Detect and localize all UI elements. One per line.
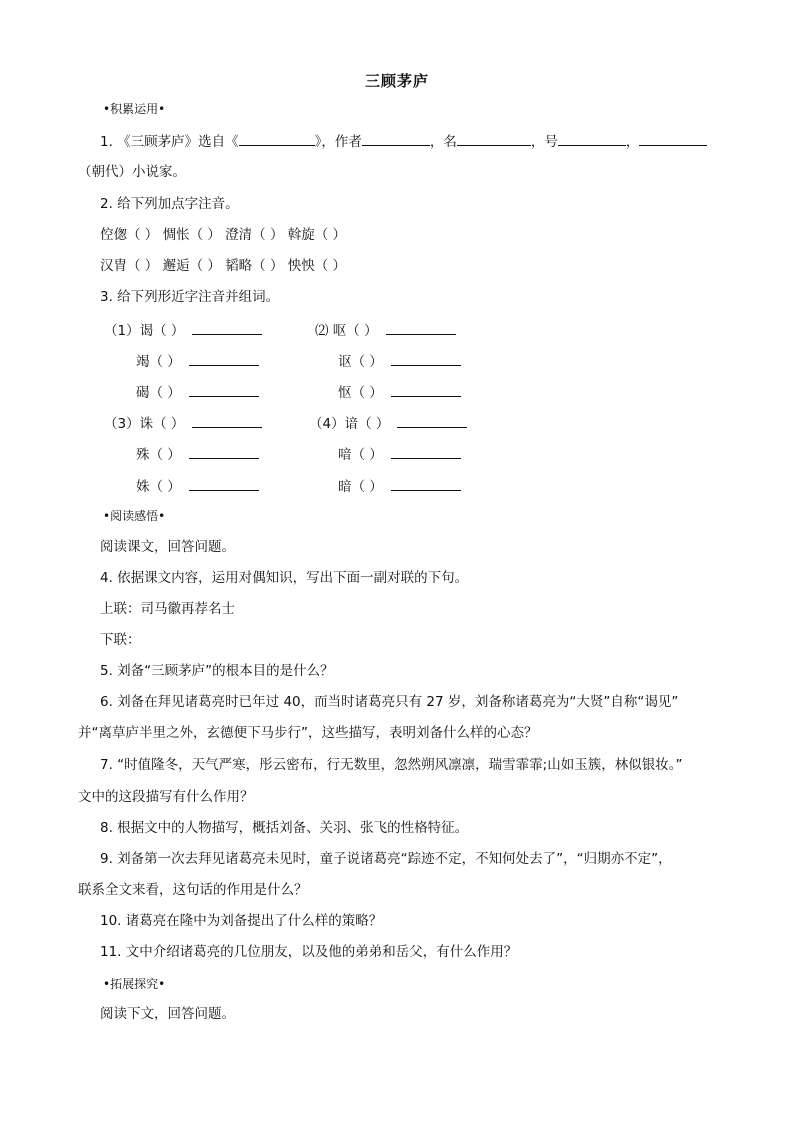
question-4: 4. 依据课文内容，运用对偶知识，写出下面一副对联的下句。 (100, 570, 469, 586)
char-label: （3）诛（ ） (104, 416, 185, 432)
char-label: （4）谙（ ） (309, 416, 390, 432)
couplet-lower: 下联： (100, 632, 141, 648)
answer-blank[interactable] (192, 320, 262, 335)
q3-left-3 (136, 382, 259, 402)
question-7-line-2: 文中的这段描写有什么作用？ (78, 789, 254, 805)
blank-author[interactable] (362, 131, 430, 146)
q3-left-6 (136, 476, 259, 496)
q2-row-1: 倥偬（ ） 惆怅（ ） 澄清（ ） 斡旋（ ） (100, 227, 347, 243)
question-3: 3. 给下列形近字注音并组词。 (100, 289, 280, 305)
blank-dynasty[interactable] (639, 131, 707, 146)
question-1-line-2: （朝代）小说家。 (78, 164, 186, 180)
char-label: 竭（ ） (136, 354, 181, 370)
char-label: 暗（ ） (338, 479, 383, 495)
q3-right-1 (315, 320, 456, 340)
question-11: 11. 文中介绍诸葛亮的几位朋友，以及他的弟弟和岳父，有什么作用？ (100, 944, 518, 960)
question-10: 10. 诸葛亮在隆中为刘备提出了什么样的策略？ (100, 913, 383, 929)
char-label: 殊（ ） (136, 447, 181, 463)
page-title: 三顾茅庐 (364, 72, 429, 90)
char-label: 碣（ ） (136, 385, 181, 401)
answer-blank[interactable] (192, 413, 262, 428)
question-5: 5. 刘备“三顾茅庐”的根本目的是什么？ (100, 663, 334, 679)
q3-right-5 (338, 444, 461, 464)
q3-left-4 (104, 413, 262, 433)
q3-right-3 (338, 382, 461, 402)
answer-blank[interactable] (391, 444, 461, 459)
question-9-line-1: 9. 刘备第一次去拜见诸葛亮未见时，童子说诸葛亮“踪迹不定，不知何处去了”，“归期亦不定”， (100, 851, 672, 867)
char-label: ⑵ 呕（ ） (315, 323, 378, 339)
answer-blank[interactable] (391, 382, 461, 397)
blank-alias[interactable] (558, 131, 626, 146)
char-label: 讴（ ） (338, 354, 383, 370)
q1-part-5: ， (625, 134, 640, 150)
question-7-line-1: 7. “时值隆冬，天气严寒，彤云密布，行无数里，忽然朔风凛凛，瑞雪霏霏;山如玉簇，林似银妆。” (100, 757, 683, 773)
blank-name[interactable] (457, 131, 531, 146)
extension-intro: 阅读下文，回答问题。 (100, 1006, 235, 1022)
answer-blank[interactable] (189, 351, 259, 366)
char-label: 姝（ ） (136, 479, 181, 495)
q1-part-3: ，名 (429, 134, 457, 150)
answer-blank[interactable] (391, 476, 461, 491)
char-label: 怄（ ） (338, 385, 383, 401)
question-8: 8. 根据文中的人物描写，概括刘备、关羽、张飞的性格特征。 (100, 820, 469, 836)
q3-right-2 (338, 351, 461, 371)
section-label-reading: •阅读感悟• (103, 509, 166, 523)
answer-blank[interactable] (189, 382, 259, 397)
question-6-line-2: 并“离草庐半里之外，玄德便下马步行”，这些描写，表明刘备什么样的心态？ (78, 725, 538, 741)
char-label: （1）谒（ ） (104, 323, 185, 339)
section-label-extension: •拓展探究• (103, 977, 166, 991)
question-9-line-2: 联系全文来看，这句话的作用是什么？ (78, 882, 308, 898)
blank-book[interactable] (239, 131, 315, 146)
char-label: 喑（ ） (338, 447, 383, 463)
answer-blank[interactable] (189, 444, 259, 459)
q3-right-6 (338, 476, 461, 496)
q3-left-5 (136, 444, 259, 464)
couplet-upper: 上联：司马徽再荐名士 (100, 601, 235, 617)
reading-intro: 阅读课文，回答问题。 (100, 539, 235, 555)
answer-blank[interactable] (397, 413, 467, 428)
q1-part-2: 》，作者 (314, 134, 362, 150)
q3-right-4 (309, 413, 467, 433)
question-2: 2. 给下列加点字注音。 (100, 196, 239, 212)
q2-row-2: 汉胄（ ） 邂逅（ ） 韬略（ ） 怏怏（ ） (100, 258, 347, 274)
answer-blank[interactable] (189, 476, 259, 491)
q1-part-4: ，号 (530, 134, 558, 150)
q3-left-1 (104, 320, 262, 340)
answer-blank[interactable] (386, 320, 456, 335)
question-6-line-1: 6. 刘备在拜见诸葛亮时已年过 40，而当时诸葛亮只有 27 岁，刘备称诸葛亮为“大贤”自称“谒见” (100, 694, 679, 710)
question-1-line-1 (100, 131, 707, 151)
q3-left-2 (136, 351, 259, 371)
section-label-accumulation: •积累运用• (103, 102, 166, 116)
q1-part-1: 1. 《三顾茅庐》选自《 (100, 134, 239, 150)
answer-blank[interactable] (391, 351, 461, 366)
